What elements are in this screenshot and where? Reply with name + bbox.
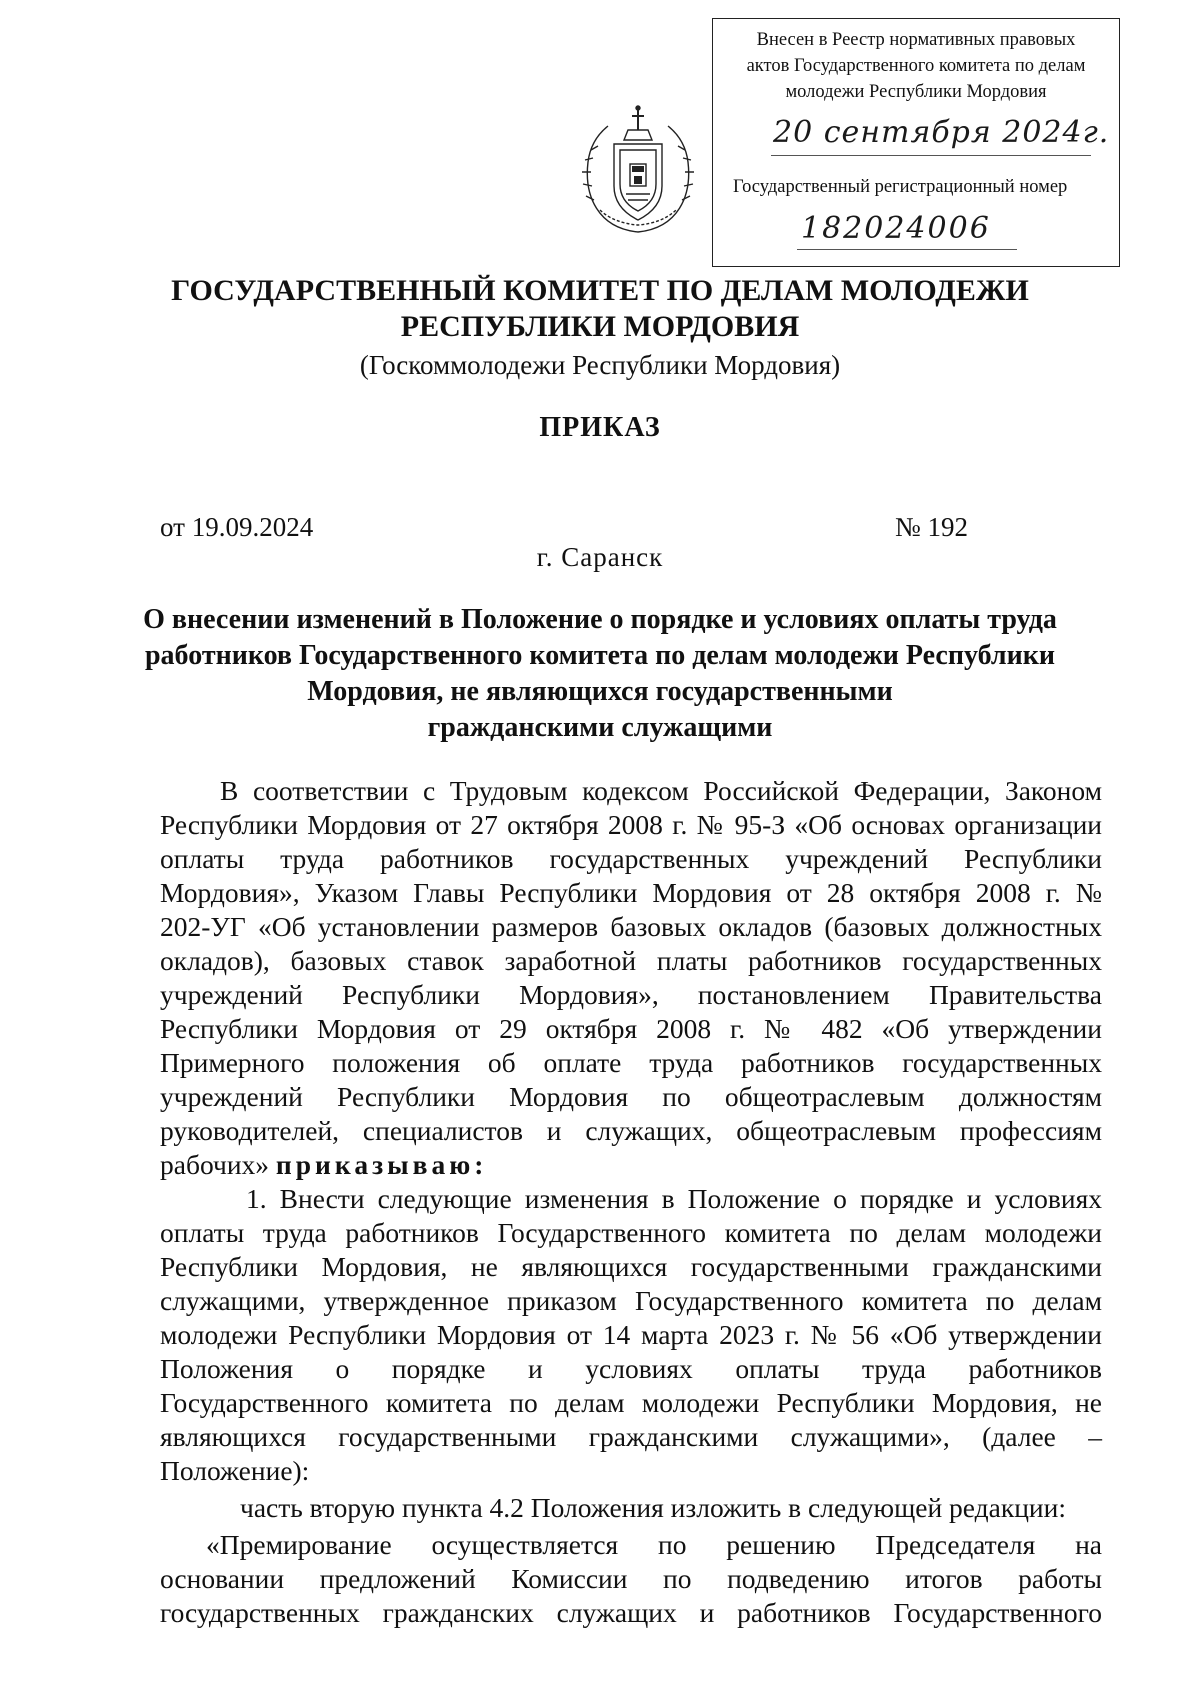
- body-line: основании предложений Комиссии по подведению итогов работы: [160, 1563, 1102, 1594]
- body-line: 1. Внести следующие изменения в Положение о порядке и условиях: [246, 1183, 1102, 1214]
- document-number: № 192: [895, 512, 969, 542]
- registry-stamp: [712, 18, 1120, 267]
- document-title-line-3: Мордовия, не являющихся государственными: [307, 676, 893, 707]
- body-line: Республики Мордовия от 29 октября 2008 г. № 482 «Об утверждении: [160, 1013, 1102, 1044]
- registry-line-3: молодежи Республики Мордовия: [785, 82, 1047, 102]
- registry-number-label: Государственный регистрационный номер: [733, 177, 1068, 197]
- handwritten-registry-number: 182024006: [801, 211, 991, 246]
- body-line: «Премирование осуществляется по решению Председателя на: [206, 1529, 1102, 1560]
- document-title-line-4: гражданскими служащими: [427, 712, 773, 743]
- coat-of-arms-icon: [578, 100, 698, 240]
- organization-name-line-2: РЕСПУБЛИКИ МОРДОВИЯ: [400, 310, 800, 343]
- registry-stamp-text: [713, 27, 1119, 105]
- body-line: Положение):: [160, 1455, 310, 1486]
- body-line: Мордовия», Указом Главы Республики Мордовия от 28 октября 2008 г. №: [160, 877, 1102, 908]
- body-line: оплаты труда работников государственных учреждений Республики: [160, 843, 1102, 874]
- body-line: 202-УГ «Об установлении размеров базовых окладов (базовых должностных: [160, 911, 1102, 942]
- body-line: учреждений Республики Мордовия по общеотраслевым должностям: [160, 1081, 1102, 1112]
- body-line: Государственного комитета по делам молодежи Республики Мордовия, не: [160, 1387, 1102, 1418]
- body-line: являющихся государственными гражданскими служащими», (далее –: [160, 1421, 1102, 1452]
- body-line: государственных гражданских служащих и работников Государственного: [160, 1597, 1102, 1628]
- handwritten-registry-date: 20 сентября 2024г.: [773, 115, 1110, 150]
- registry-line-1: Внесен в Реестр нормативных правовых: [756, 30, 1076, 50]
- body-line: молодежи Республики Мордовия от 14 марта 2023 г. № 56 «Об утверждении: [160, 1319, 1102, 1350]
- registry-date-underline: [771, 155, 1091, 156]
- body-line: окладов), базовых ставок заработной платы работников государственных: [160, 945, 1102, 976]
- document-date: от 19.09.2024: [160, 512, 314, 542]
- document-title-line-2: работников Государственного комитета по делам молодежи Республики: [144, 640, 1056, 671]
- organization-short-name: (Госкоммолодежи Республики Мордовия): [359, 350, 841, 380]
- document-city: г. Саранск: [536, 542, 664, 572]
- document-title-line-1: О внесении изменений в Положение о порядке и условиях оплаты труда: [143, 604, 1057, 635]
- body-line: Республики Мордовия от 27 октября 2008 г. № 95-З «Об основах организации: [160, 809, 1102, 840]
- body-line-text: рабочих»: [160, 1149, 270, 1180]
- document-type-heading: ПРИКАЗ: [539, 412, 661, 443]
- body-line: Республики Мордовия, не являющихся государственными гражданскими: [160, 1251, 1102, 1282]
- body-line: В соответствии с Трудовым кодексом Российской Федерации, Законом: [220, 775, 1102, 806]
- registry-line-2: актов Государственного комитета по делам: [746, 56, 1086, 76]
- body-line: оплаты труда работников Государственного комитета по делам молодежи: [160, 1217, 1102, 1248]
- organization-name-line-1: ГОСУДАРСТВЕННЫЙ КОМИТЕТ ПО ДЕЛАМ МОЛОДЕЖИ: [171, 274, 1029, 307]
- body-line: Примерного положения об оплате труда работников государственных: [160, 1047, 1102, 1078]
- command-word: приказываю:: [275, 1149, 488, 1180]
- body-line: учреждений Республики Мордовия», постановлением Правительства: [160, 979, 1102, 1010]
- body-line: Положения о порядке и условиях оплаты труда работников: [160, 1353, 1102, 1384]
- body-line: руководителей, специалистов и служащих, общеотраслевым профессиям: [160, 1115, 1102, 1146]
- body-line: служащими, утвержденное приказом Государственного комитета по делам: [160, 1285, 1102, 1316]
- registry-number-underline: [797, 249, 1017, 250]
- body-line-with-command: [160, 1148, 1102, 1182]
- body-line: часть вторую пункта 4.2 Положения изложить в следующей редакции:: [240, 1492, 1066, 1523]
